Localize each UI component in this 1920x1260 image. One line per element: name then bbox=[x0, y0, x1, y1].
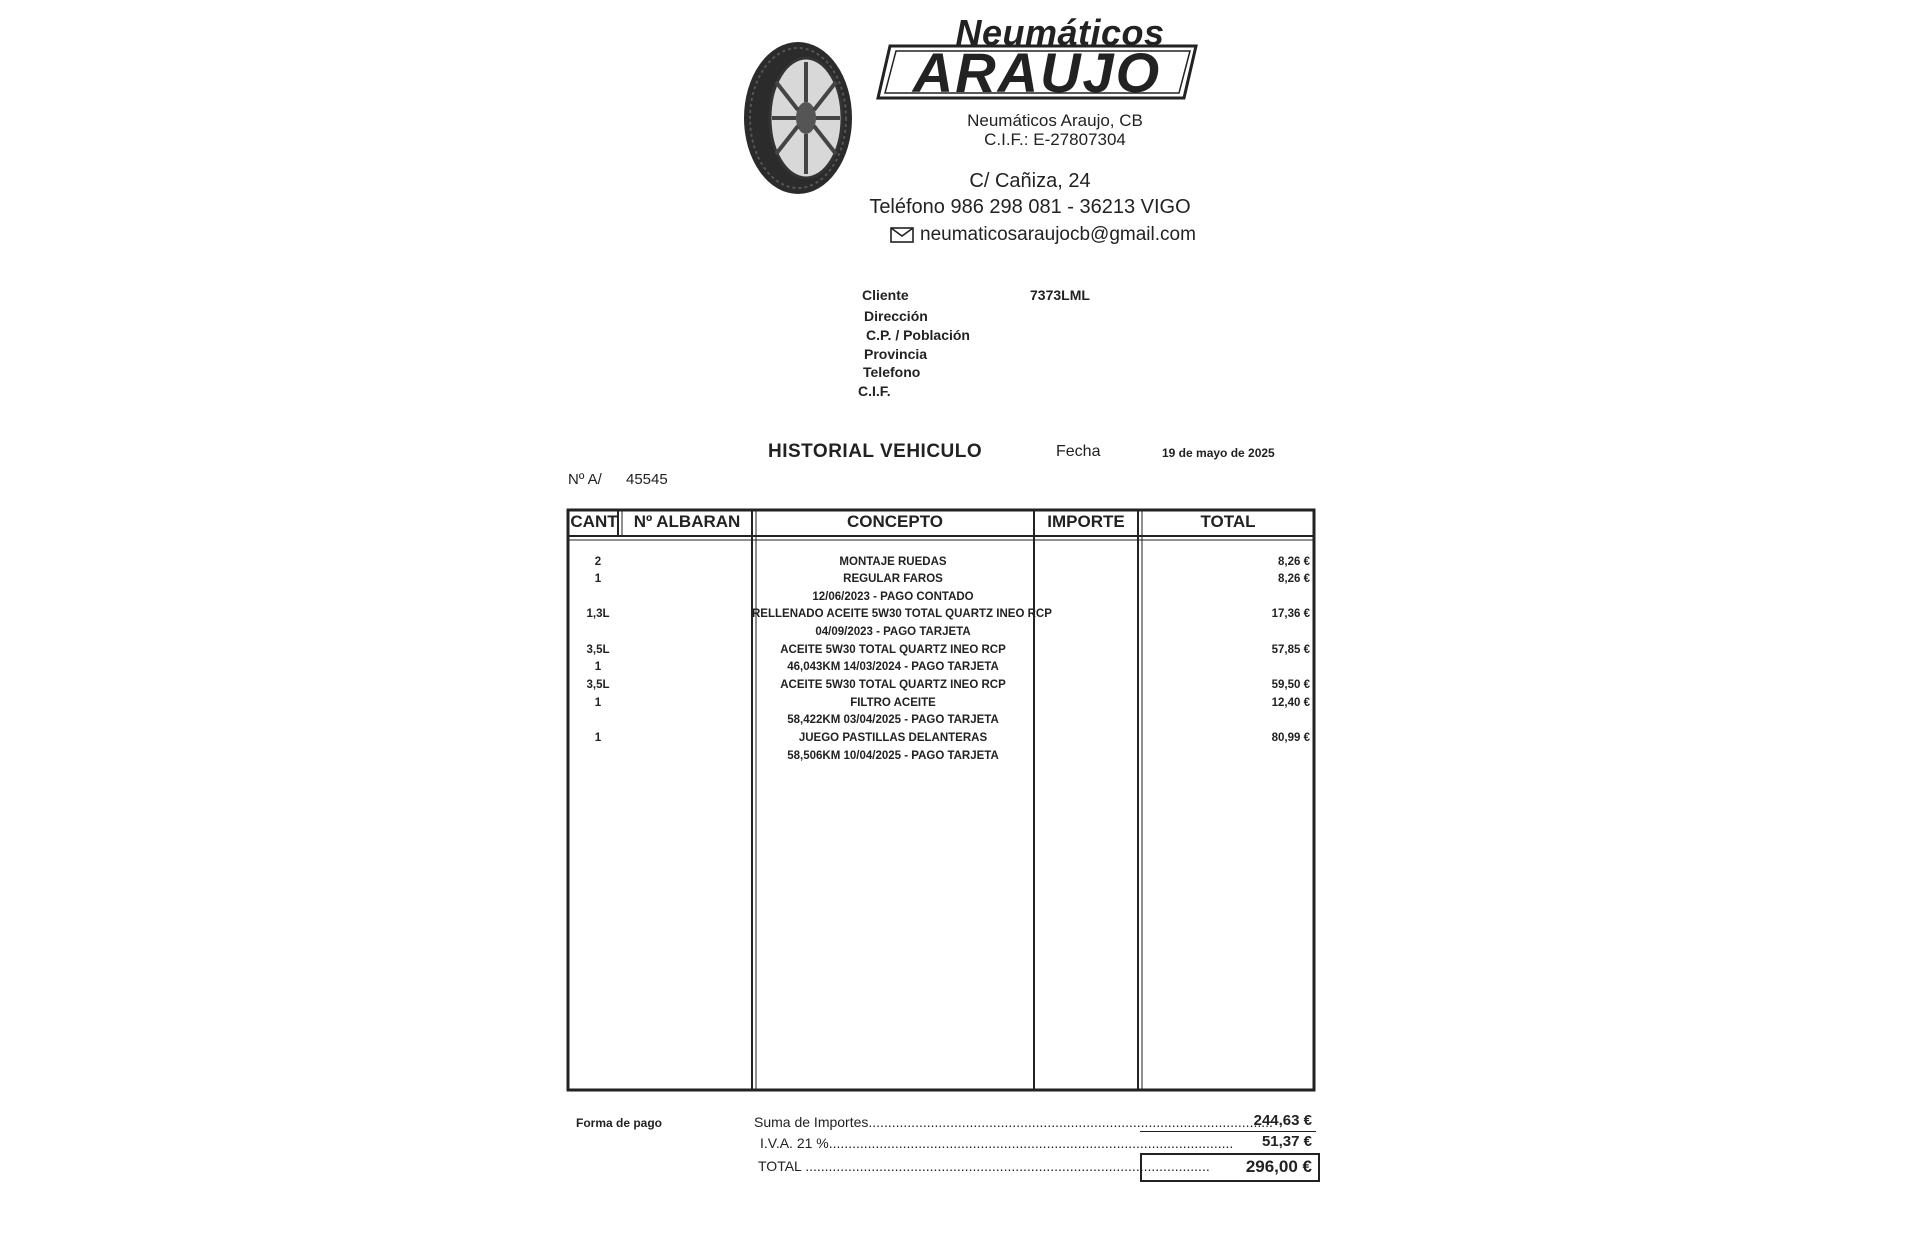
row-total: 57,85 € bbox=[1271, 644, 1310, 656]
row-concepto: 04/09/2023 - PAGO TARJETA bbox=[815, 626, 971, 638]
row-cant: 1 bbox=[594, 732, 602, 744]
company-phone-city: Teléfono 986 298 081 - 36213 VIGO bbox=[869, 196, 1191, 218]
document-number-label: Nº A/ bbox=[568, 471, 602, 488]
brand-top-text: Neumáticos bbox=[955, 12, 1165, 53]
iva-value: 51,37 € bbox=[1261, 1133, 1312, 1150]
divider bbox=[1140, 1131, 1316, 1132]
col-header-cant: CANT bbox=[570, 512, 618, 531]
row-total: 8,26 € bbox=[1278, 573, 1310, 585]
leader-dots: ........................................................................................................ bbox=[828, 1135, 1234, 1151]
forma-pago-label: Forma de pago bbox=[576, 1116, 663, 1130]
company-street: C/ Cañiza, 24 bbox=[969, 170, 1091, 192]
row-cant: 1,3L bbox=[586, 608, 610, 620]
cp-poblacion-label: C.P. / Población bbox=[866, 327, 970, 343]
row-total: 12,40 € bbox=[1271, 697, 1310, 709]
row-cant: 1 bbox=[594, 573, 602, 585]
cliente-label: Cliente bbox=[862, 287, 909, 303]
row-concepto: MONTAJE RUEDAS bbox=[839, 556, 947, 568]
row-concepto: REGULAR FAROS bbox=[843, 573, 943, 585]
row-cant: 3,5L bbox=[586, 644, 610, 656]
company-name: Neumáticos Araujo, CB bbox=[967, 111, 1143, 130]
company-email: neumaticosaraujocb@gmail.com bbox=[920, 224, 1196, 245]
cliente-value: 7373LML bbox=[1030, 287, 1090, 303]
col-header-total: TOTAL bbox=[1200, 512, 1256, 531]
iva-text: I.V.A. 21 % bbox=[760, 1135, 829, 1151]
fecha-label: Fecha bbox=[1056, 443, 1101, 460]
row-total: 8,26 € bbox=[1278, 556, 1310, 568]
col-header-concepto: CONCEPTO bbox=[846, 512, 944, 531]
row-cant: 3,5L bbox=[586, 679, 610, 691]
cif-label: C.I.F. bbox=[858, 383, 891, 399]
company-cif: C.I.F.: E-27807304 bbox=[984, 130, 1126, 149]
row-concepto: JUEGO PASTILLAS DELANTERAS bbox=[798, 732, 988, 744]
grand-total-value: 296,00 € bbox=[1245, 1157, 1312, 1176]
iva-label bbox=[760, 1135, 1234, 1151]
row-total: 59,50 € bbox=[1271, 679, 1310, 691]
row-concepto: RELLENADO ACEITE 5W30 TOTAL QUARTZ INEO RCP bbox=[752, 608, 1052, 620]
row-concepto: 12/06/2023 - PAGO CONTADO bbox=[812, 591, 974, 603]
row-concepto: ACEITE 5W30 TOTAL QUARTZ INEO RCP bbox=[780, 679, 1006, 691]
document-title: HISTORIAL VEHICULO bbox=[768, 441, 983, 462]
company-email-row bbox=[890, 224, 1210, 246]
fecha-value: 19 de mayo de 2025 bbox=[1162, 446, 1275, 460]
col-header-albaran: Nº ALBARAN bbox=[633, 512, 741, 531]
col-header-importe: IMPORTE bbox=[1047, 512, 1125, 531]
row-cant: 2 bbox=[594, 556, 602, 568]
suma-importes-value: 244,63 € bbox=[1253, 1112, 1312, 1129]
row-cant: 1 bbox=[594, 697, 602, 709]
telefono-label: Telefono bbox=[863, 364, 921, 380]
row-concepto: 58,506KM 10/04/2025 - PAGO TARJETA bbox=[787, 750, 999, 762]
envelope-icon bbox=[890, 227, 914, 243]
suma-importes-label bbox=[754, 1114, 1273, 1130]
direccion-label: Dirección bbox=[864, 308, 928, 324]
row-concepto: 58,422KM 03/04/2025 - PAGO TARJETA bbox=[787, 714, 999, 726]
provincia-label: Provincia bbox=[864, 346, 928, 362]
row-concepto: FILTRO ACEITE bbox=[850, 697, 936, 709]
suma-importes-text: Suma de Importes bbox=[754, 1114, 869, 1130]
total-text: TOTAL bbox=[758, 1158, 802, 1174]
row-total: 17,36 € bbox=[1271, 608, 1310, 620]
leader-dots: ........................................................................................................ bbox=[801, 1158, 1210, 1174]
leader-dots: ........................................................................................................ bbox=[868, 1114, 1273, 1130]
row-total: 80,99 € bbox=[1271, 732, 1310, 744]
row-concepto: 46,043KM 14/03/2024 - PAGO TARJETA bbox=[787, 661, 999, 673]
total-label bbox=[758, 1158, 1210, 1174]
row-cant: 1 bbox=[594, 661, 602, 673]
document-number-value: 45545 bbox=[626, 471, 668, 488]
tire-logo-icon bbox=[740, 38, 858, 198]
brand-name-text: ARAUJO bbox=[912, 41, 1162, 104]
row-concepto: ACEITE 5W30 TOTAL QUARTZ INEO RCP bbox=[780, 644, 1006, 656]
